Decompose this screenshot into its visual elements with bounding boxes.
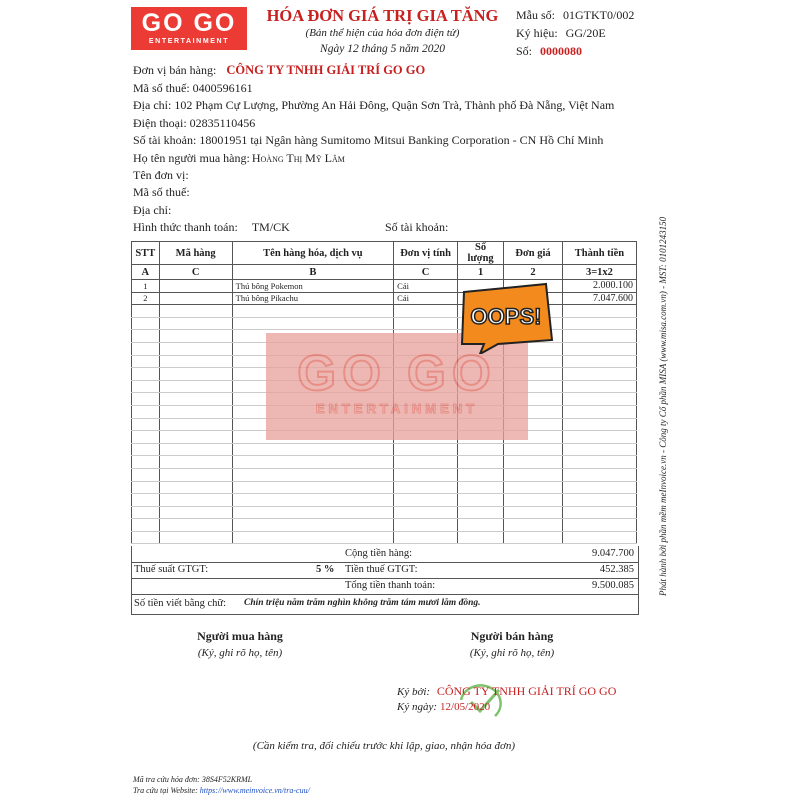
empty-cell: [562, 468, 636, 481]
empty-cell: [132, 468, 160, 481]
empty-cell: [132, 330, 160, 343]
logo-subtext: ENTERTAINMENT: [148, 38, 230, 45]
empty-cell: [159, 342, 232, 355]
lookup-site-link[interactable]: https://www.meinvoice.vn/tra-cuu/: [199, 786, 310, 795]
subtotal-value: 9.047.700: [592, 548, 634, 559]
signed-date: 12/05/2020: [440, 701, 491, 713]
empty-cell: [232, 519, 394, 532]
table-row: 2 Thú bông Pikachu Cái 7.047.600: [132, 292, 637, 305]
buyer-address-line: Địa chỉ:: [133, 203, 172, 217]
empty-table-row: [132, 456, 637, 469]
empty-cell: [132, 305, 160, 318]
empty-cell: [394, 531, 458, 544]
seller-phone-line: Điện thoại: 02835110456: [133, 116, 256, 130]
watermark-logo: GO GO ENTERTAINMENT: [266, 333, 528, 440]
empty-cell: [562, 342, 636, 355]
invoice-subtitle: (Bản thể hiện của hóa đơn điện tử): [305, 27, 460, 39]
table-header-row: [132, 242, 637, 265]
seller-name: CÔNG TY TNHH GIẢI TRÍ GO GO: [226, 63, 426, 77]
empty-cell: [159, 330, 232, 343]
empty-cell: [504, 443, 563, 456]
empty-cell: [159, 506, 232, 519]
empty-cell: [394, 317, 458, 330]
empty-cell: [132, 443, 160, 456]
seller-name-line: Đơn vị bán hàng: CÔNG TY TNHH GIẢI TRÍ GO GO: [133, 63, 426, 77]
empty-cell: [232, 531, 394, 544]
subtotal-row: Cộng tiền hàng: 9.047.700: [131, 546, 639, 563]
empty-cell: [132, 481, 160, 494]
footer-note: (Cần kiểm tra, đối chiếu trước khi lập, giao, nhận hóa đơn): [252, 740, 516, 752]
buyer-name-line: Họ tên người mua hàng: Hoàng Thị Mỹ Lâm: [133, 151, 345, 165]
empty-cell: [132, 355, 160, 368]
signed-by: CÔNG TY TNHH GIẢI TRÍ GO GO: [436, 684, 617, 698]
empty-cell: [562, 380, 636, 393]
empty-cell: [504, 456, 563, 469]
oops-text: OOPS!: [470, 304, 542, 329]
empty-table-row: [132, 317, 637, 330]
empty-cell: [562, 506, 636, 519]
column-code-row: A C B C 1 2 3=1x2: [132, 265, 637, 280]
vat-row: Thuế suất GTGT: 5 % Tiền thuế GTGT: 452.385: [131, 562, 639, 579]
empty-cell: [159, 494, 232, 507]
empty-cell: [562, 531, 636, 544]
empty-cell: [562, 355, 636, 368]
empty-cell: [457, 531, 503, 544]
empty-cell: [132, 393, 160, 406]
empty-cell: [562, 443, 636, 456]
oops-sticker: [458, 282, 554, 354]
empty-cell: [457, 519, 503, 532]
empty-cell: [132, 342, 160, 355]
empty-cell: [159, 380, 232, 393]
empty-cell: [159, 531, 232, 544]
empty-cell: [504, 519, 563, 532]
payment-method-line: Hình thức thanh toán: TM/CK: [133, 220, 290, 234]
seller-tax-line: Mã số thuế: 0400596161: [133, 81, 253, 95]
empty-table-row: [132, 468, 637, 481]
empty-cell: [394, 506, 458, 519]
empty-cell: [562, 305, 636, 318]
table-row: 1 Thú bông Pokemon Cái 2.000.100: [132, 280, 637, 293]
col-amount: Thành tiền: [562, 242, 636, 265]
total-value: 9.500.085: [592, 580, 634, 591]
empty-cell: [504, 468, 563, 481]
signed-by-line: Ký bởi: CÔNG TY TNHH GIẢI TRÍ GO GO: [397, 684, 617, 698]
seller-signature-title: Người bán hàng: [470, 629, 554, 643]
logo-text: GO GO: [141, 9, 237, 37]
empty-cell: [132, 418, 160, 431]
invoice-title: HÓA ĐƠN GIÁ TRỊ GIA TĂNG: [266, 6, 499, 25]
empty-cell: [562, 418, 636, 431]
empty-cell: [562, 519, 636, 532]
seller-address-line: Địa chỉ: 102 Phạm Cự Lượng, Phường An Hải Đông, Quận Sơn Trà, Thành phố Đà Nẵng, Việt Nam: [133, 98, 615, 112]
empty-cell: [562, 317, 636, 330]
col-code: Mã hàng: [159, 242, 232, 265]
empty-cell: [132, 431, 160, 444]
lookup-code-line: Mã tra cứu hóa đơn: 38S4F52KRML: [133, 775, 253, 784]
empty-cell: [457, 494, 503, 507]
empty-cell: [562, 405, 636, 418]
buyer-signature-title: Người mua hàng: [197, 629, 283, 643]
payment-method: TM/CK: [251, 220, 290, 234]
empty-cell: [394, 305, 458, 318]
empty-cell: [562, 393, 636, 406]
empty-cell: [159, 305, 232, 318]
empty-cell: [562, 481, 636, 494]
invoice-date: Ngày 12 tháng 5 năm 2020: [320, 43, 445, 55]
empty-cell: [562, 494, 636, 507]
seller-account-line: Số tài khoản: 18001951 tại Ngân hàng Sumitomo Mitsui Banking Corporation - CN Hồ Chí Minh: [133, 133, 604, 147]
empty-cell: [457, 456, 503, 469]
empty-cell: [159, 368, 232, 381]
lookup-site-line: Tra cứu tại Website: https://www.meinvoice.vn/tra-cuu/: [133, 786, 310, 795]
empty-cell: [394, 481, 458, 494]
empty-cell: [504, 481, 563, 494]
buyer-name: Hoàng Thị Mỹ Lâm: [251, 151, 345, 165]
empty-cell: [132, 380, 160, 393]
buyer-unit-line: Tên đơn vị:: [133, 168, 189, 182]
empty-cell: [394, 456, 458, 469]
empty-cell: [159, 355, 232, 368]
seller-tax: 0400596161: [192, 81, 253, 95]
empty-table-row: [132, 519, 637, 532]
empty-table-row: [132, 506, 637, 519]
empty-cell: [132, 506, 160, 519]
empty-table-row: [132, 443, 637, 456]
form-number: Mẫu số: 01GTKT0/002: [516, 8, 635, 22]
empty-cell: [132, 405, 160, 418]
empty-cell: [504, 506, 563, 519]
empty-table-row: [132, 305, 637, 318]
empty-cell: [394, 494, 458, 507]
empty-cell: [394, 468, 458, 481]
invoice-number: Số: 0000080: [516, 44, 583, 58]
empty-cell: [562, 368, 636, 381]
empty-cell: [504, 531, 563, 544]
empty-cell: [562, 456, 636, 469]
empty-cell: [159, 481, 232, 494]
empty-cell: [132, 494, 160, 507]
empty-cell: [232, 456, 394, 469]
vat-rate: 5 %: [316, 564, 335, 575]
col-price: Đơn giá: [504, 242, 563, 265]
empty-cell: [159, 405, 232, 418]
empty-cell: [132, 531, 160, 544]
total-row: Tổng tiền thanh toán: 9.500.085: [131, 578, 639, 595]
seller-phone: 02835110456: [189, 116, 256, 130]
empty-cell: [457, 481, 503, 494]
seller-address: 102 Phạm Cự Lượng, Phường An Hải Đông, Quận Sơn Trà, Thành phố Đà Nẵng, Việt Nam: [174, 98, 615, 112]
empty-cell: [159, 418, 232, 431]
empty-cell: [232, 305, 394, 318]
buyer-signature-sub: (Ký, ghi rõ họ, tên): [197, 647, 283, 659]
empty-cell: [232, 443, 394, 456]
empty-cell: [132, 456, 160, 469]
empty-cell: [159, 519, 232, 532]
empty-cell: [562, 330, 636, 343]
buyer-account-line: Số tài khoản:: [385, 220, 449, 234]
amount-in-words-row: Số tiền viết bằng chữ: Chín triệu năm trăm nghìn không trăm tám mươi lăm đồng.: [131, 594, 639, 615]
company-logo: [131, 7, 247, 50]
empty-cell: [159, 443, 232, 456]
empty-cell: [232, 506, 394, 519]
empty-cell: [132, 317, 160, 330]
col-stt: STT: [132, 242, 160, 265]
empty-cell: [394, 519, 458, 532]
amount-in-words: Chín triệu năm trăm nghìn không trăm tám mươi lăm đồng.: [244, 598, 481, 608]
empty-cell: [232, 494, 394, 507]
empty-cell: [159, 456, 232, 469]
empty-cell: [457, 468, 503, 481]
empty-cell: [159, 431, 232, 444]
empty-cell: [132, 368, 160, 381]
empty-cell: [232, 481, 394, 494]
empty-cell: [457, 443, 503, 456]
signed-date-line: Ký ngày: 12/05/2020: [397, 701, 491, 713]
empty-cell: [504, 494, 563, 507]
empty-table-row: [132, 531, 637, 544]
col-qty: Số lượng: [457, 242, 503, 265]
buyer-tax-line: Mã số thuế:: [133, 185, 190, 199]
empty-cell: [159, 468, 232, 481]
empty-table-row: [132, 494, 637, 507]
vat-amount: 452.385: [599, 564, 634, 575]
seller-account: 18001951 tại Ngân hàng Sumitomo Mitsui Banking Corporation - CN Hồ Chí Minh: [199, 133, 604, 147]
col-name: Tên hàng hóa, dịch vụ: [232, 242, 394, 265]
empty-cell: [232, 468, 394, 481]
empty-cell: [232, 317, 394, 330]
col-unit: Đơn vị tính: [394, 242, 458, 265]
seller-signature-sub: (Ký, ghi rõ họ, tên): [469, 647, 555, 659]
empty-cell: [159, 393, 232, 406]
empty-table-row: [132, 481, 637, 494]
serial-symbol: Ký hiệu: GG/20E: [516, 26, 606, 40]
empty-cell: [457, 506, 503, 519]
empty-cell: [394, 443, 458, 456]
vertical-publisher-note: Phát hành bởi phần mềm meInvoice.vn - Công ty Cổ phần MISA (www.misa.com.vn) - MST: 0101243150: [658, 216, 668, 596]
empty-cell: [159, 317, 232, 330]
empty-cell: [562, 431, 636, 444]
empty-cell: [132, 519, 160, 532]
